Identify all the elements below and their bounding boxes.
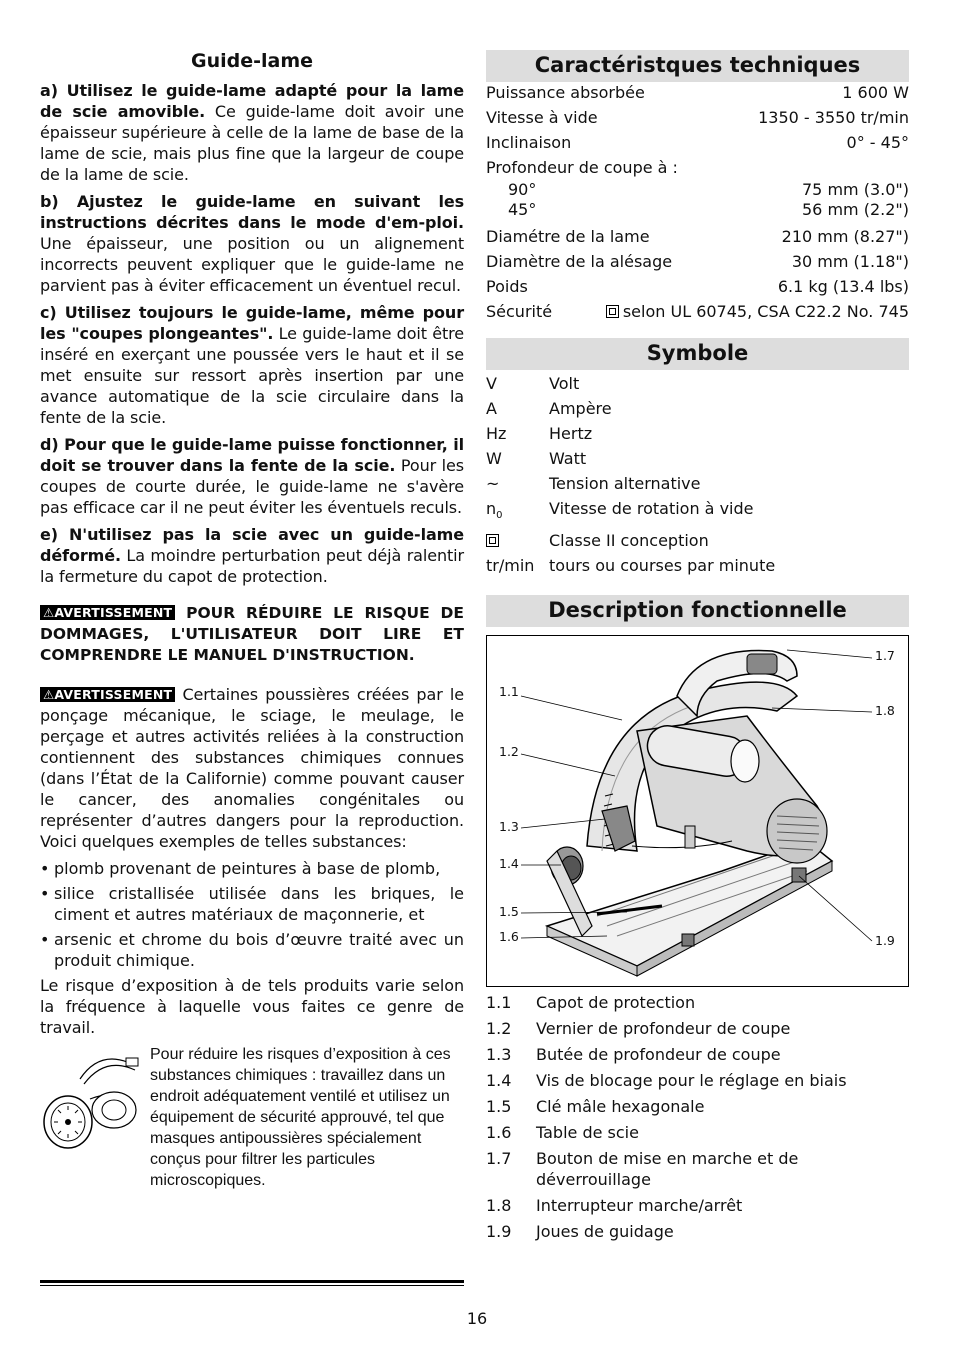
- item-c: c) Utilisez toujours le guide-lame, même pour les "coupes plongeantes". Le guide-lame doit être inséré en exerçant une poussée vers le haut et il se met ensuite sur ressort après insertion par une avance automatique de la scie circulaire dans la fente de la scie.: [40, 303, 464, 427]
- class-ii-icon: [606, 305, 619, 318]
- mask-instructions: Pour réduire les risques d’exposition à ces substances chimiques : travaillez dans un endroit adéquatement ventilé et utilisez un équipement de sécurité approuvé, tel que masques antipoussières spécialement conçus pour filtrer les particules microscopiques.: [150, 1046, 451, 1189]
- symbol-row: Classe II conception: [486, 528, 909, 553]
- warning-read-manual: ⚠AVERTISSEMENT POUR RÉDUIRE LE RISQUE DE DOMMAGES, L'UTILISATEUR DOIT LIRE ET COMPRENDRE LE MANUEL D'INSTRUCTION.: [40, 604, 464, 664]
- warning-badge: ⚠AVERTISSEMENT: [40, 687, 175, 702]
- page-number: 16: [466, 1309, 488, 1328]
- callout-label: 1.3: [499, 819, 519, 835]
- spec-row: Diamètre de la alésage 30 mm (1.18"): [486, 252, 909, 271]
- callout-label: 1.9: [875, 933, 895, 949]
- parts-list: [486, 992, 909, 1242]
- list-item: 1.7 Bouton de mise en marche et de déverrouillage: [486, 1149, 799, 1190]
- spec-row: Poids 6.1 kg (13.4 lbs): [486, 277, 909, 296]
- list-item: 1.2 Vernier de profondeur de coupe: [486, 1019, 791, 1039]
- circular-saw-illustration: [487, 636, 909, 986]
- callout-label: 1.1: [499, 684, 519, 700]
- symbol-row: A Ampère: [486, 399, 612, 418]
- item-d: d) Pour que le guide-lame puisse fonctionner, il doit se trouver dans la fente de la scie. Pour les coupes de courte durée, le guide-lame ne s'avère pas efficace car il ne peut éviter les éventuels reculs.: [40, 435, 464, 517]
- class-ii-icon: [486, 534, 499, 547]
- right-column: [486, 50, 909, 1247]
- spec-row: 90° 75 mm (3.0"): [508, 180, 909, 199]
- substance-list: [40, 858, 464, 971]
- left-column: [40, 50, 464, 1194]
- item-e: e) N'utilisez pas la scie avec un guide-lame déformé. La moindre perturbation peut déjà ralentir la fermeture du capot de protection.: [40, 525, 464, 586]
- mask-section: [40, 1044, 464, 1194]
- specs-heading: Caractéristques techniques: [486, 50, 909, 82]
- callout-label: 1.7: [875, 648, 895, 664]
- spec-row: Diamétre de la lame 210 mm (8.27"): [486, 227, 909, 246]
- symbols-table: [486, 371, 909, 578]
- callout-label: 1.8: [875, 703, 895, 719]
- spec-row: Inclinaison 0° - 45°: [486, 133, 909, 152]
- callout-label: 1.6: [499, 929, 519, 945]
- respirator-mask-illustration: [40, 1044, 144, 1154]
- list-item: 1.5 Clé mâle hexagonale: [486, 1097, 705, 1117]
- spec-row: Vitesse à vide 1350 - 3550 tr/min: [486, 108, 909, 127]
- symbol-row: $n_0$ Vitesse de rotation à vide: [486, 499, 754, 522]
- bottom-rule-thick: [40, 1280, 464, 1283]
- symbols-heading: Symbole: [486, 338, 909, 370]
- list-item: 1.4 Vis de blocage pour le réglage en biais: [486, 1071, 847, 1091]
- callout-label: 1.2: [499, 744, 519, 760]
- symbol-row: tr/min tours ou courses par minute: [486, 556, 776, 576]
- list-item: • arsenic et chrome du bois d’œuvre traité avec un produit chimique.: [40, 929, 464, 971]
- list-item: 1.3 Butée de profondeur de coupe: [486, 1045, 781, 1065]
- symbol-row: Hz Hertz: [486, 424, 593, 443]
- spec-row: 45° 56 mm (2.2"): [508, 200, 909, 219]
- item-b: b) Ajustez le guide-lame en suivant les instructions décrites dans le mode d'em-ploi. Une épaisseur, une position ou un alignement incorrects peuvent expliquer que le guide-lame ne parvient pas à éviter efficacement un éventuel recul.: [40, 192, 464, 295]
- description-heading: Description fonctionnelle: [486, 595, 909, 627]
- callout-label: 1.4: [499, 856, 519, 872]
- warning-badge: ⚠AVERTISSEMENT: [40, 605, 175, 620]
- symbol-row: V Volt: [486, 374, 580, 393]
- symbol-row: W Watt: [486, 449, 587, 468]
- list-item: • silice cristallisée utilisée dans les briques, le ciment et autres matériaux de maçonnerie, et: [40, 883, 464, 925]
- spec-row: Puissance absorbée 1 600 W: [486, 83, 909, 102]
- list-item: 1.6 Table de scie: [486, 1123, 639, 1143]
- specs-table: [486, 80, 909, 324]
- item-a: a) Utilisez le guide-lame adapté pour la lame de scie amovible. Ce guide-lame doit avoir une épaisseur supérieure à celle de la lame de base de la lame de scie, mais plus fine que la largeur de coupe de la lame de scie.: [40, 81, 464, 184]
- risk-paragraph: Le risque d’exposition à de tels produits varie selon la fréquence à laquelle vous faites ce genre de travail.: [40, 976, 464, 1037]
- list-item: 1.9 Joues de guidage: [486, 1222, 674, 1242]
- list-item: 1.8 Interrupteur marche/arrêt: [486, 1196, 743, 1216]
- symbol-row: ~ Tension alternative: [486, 474, 701, 493]
- spec-row: Profondeur de coupe à :: [486, 158, 678, 177]
- saw-diagram: [486, 635, 909, 987]
- list-item: • plomb provenant de peintures à base de plomb,: [40, 858, 464, 879]
- warning-chemicals: ⚠AVERTISSEMENT Certaines poussières créées par le ponçage mécanique, le sciage, le meulage, le perçage et autres activités reliées à la construction contiennent des substances chimiques connues (dans l’État de la Californie) comme pouvant causer le cancer, des anomalies congénitales ou représenter d’autres dangers pour la reproduction. Voici quelques exemples de telles substances:: [40, 685, 464, 851]
- list-item: 1.1 Capot de protection: [486, 993, 696, 1013]
- spec-row: Sécurité selon UL 60745, CSA C22.2 No. 745: [486, 302, 909, 321]
- bottom-rule-thin: [40, 1285, 464, 1286]
- callout-label: 1.5: [499, 904, 519, 920]
- guide-lame-heading: Guide-lame: [190, 50, 314, 72]
